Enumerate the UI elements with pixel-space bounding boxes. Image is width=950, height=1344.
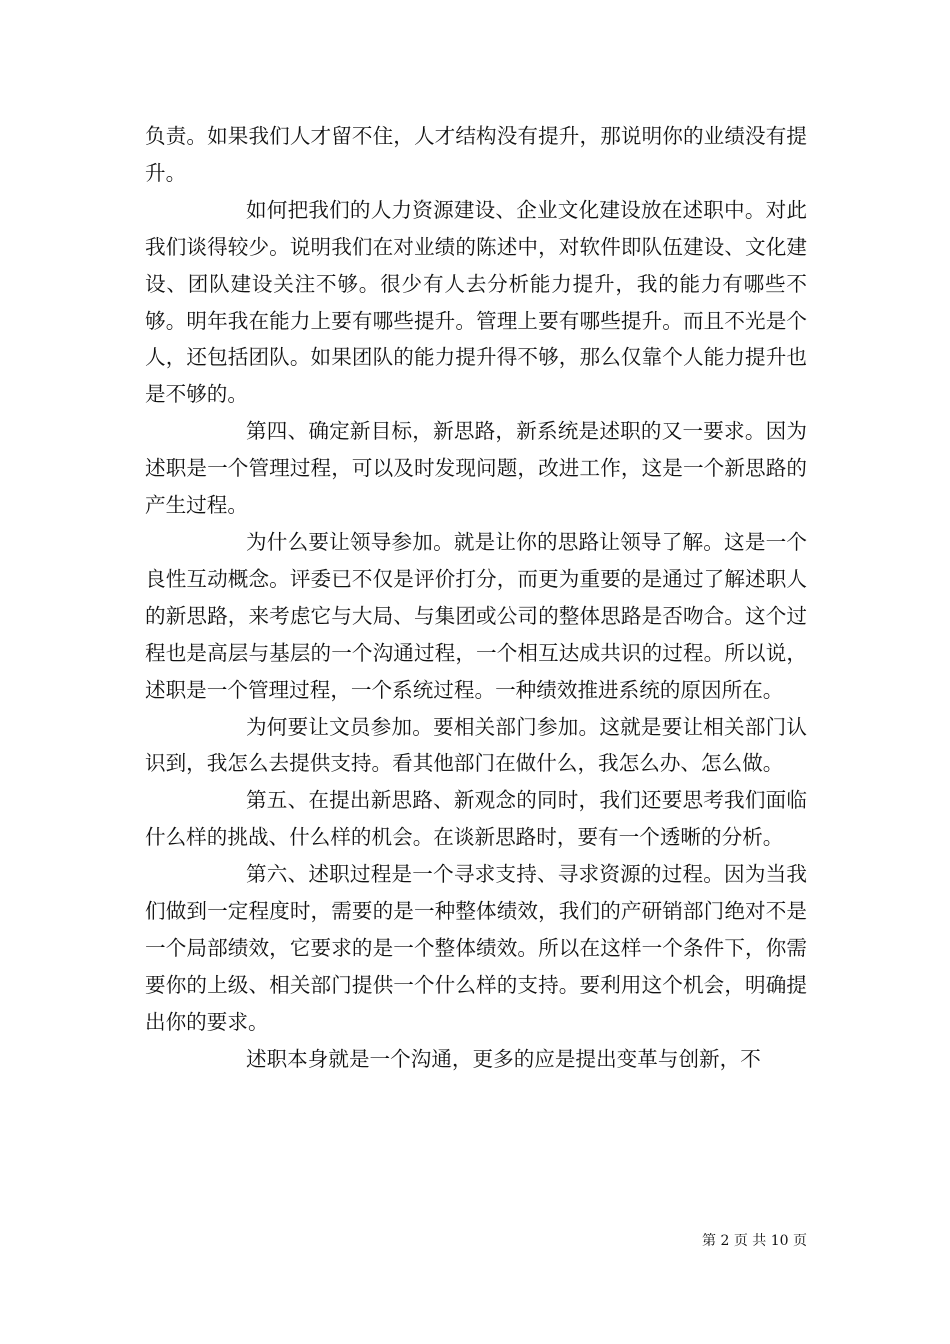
paragraph-5: 为何要让文员参加。要相关部门参加。这就是要让相关部门认识到，我怎么去提供支持。看其他部门在做什么，我怎么办、怎么做。 <box>145 714 807 776</box>
page-number-footer: 第 2 页 共 10 页 <box>702 1233 807 1249</box>
paragraph-3: 第四、确定新目标，新思路，新系统是述职的又一要求。因为述职是一个管理过程，可以及时发现问题，改进工作，这是一个新思路的产生过程。 <box>145 419 807 518</box>
paragraph-7: 第六、述职过程是一个寻求支持、寻求资源的过程。因为当我们做到一定程度时，需要的是一种整体绩效，我们的产研销部门绝对不是一个局部绩效，它要求的是一个整体绩效。所以在这样一个条件下，你需要你的上级、相关部门提供一个什么样的支持。要利用这个机会，明确提出你的要求。 <box>145 862 807 1034</box>
paragraph-1: 负责。如果我们人才留不住，人才结构没有提升，那说明你的业绩没有提升。 <box>145 124 807 185</box>
paragraph-8: 述职本身就是一个沟通，更多的应是提出变革与创新，不 <box>246 1046 761 1071</box>
paragraph-4: 为什么要让领导参加。就是让你的思路让领导了解。这是一个良性互动概念。评委已不仅是评价打分，而更为重要的是通过了解述职人的新思路，来考虑它与大局、与集团或公司的整体思路是否吻合。这个过程也是高层与基层的一个沟通过程，一个相互达成共识的过程。所以说，述职是一个管理过程，一个系统过程。一种绩效推进系统的原因所在。 <box>145 529 807 702</box>
document-body <box>145 118 807 1078</box>
paragraph-6: 第五、在提出新思路、新观念的同时，我们还要思考我们面临什么样的挑战、什么样的机会。在谈新思路时，要有一个透晰的分析。 <box>145 788 807 850</box>
paragraph-2: 如何把我们的人力资源建设、企业文化建设放在述职中。对此我们谈得较少。说明我们在对业绩的陈述中，对软件即队伍建设、文化建设、团队建设关注不够。很少有人去分析能力提升，我的能力有哪些不够。明年我在能力上要有哪些提升。管理上要有哪些提升。而且不光是个人，还包括团队。如果团队的能力提升得不够，那么仅靠个人能力提升也是不够的。 <box>145 197 807 407</box>
